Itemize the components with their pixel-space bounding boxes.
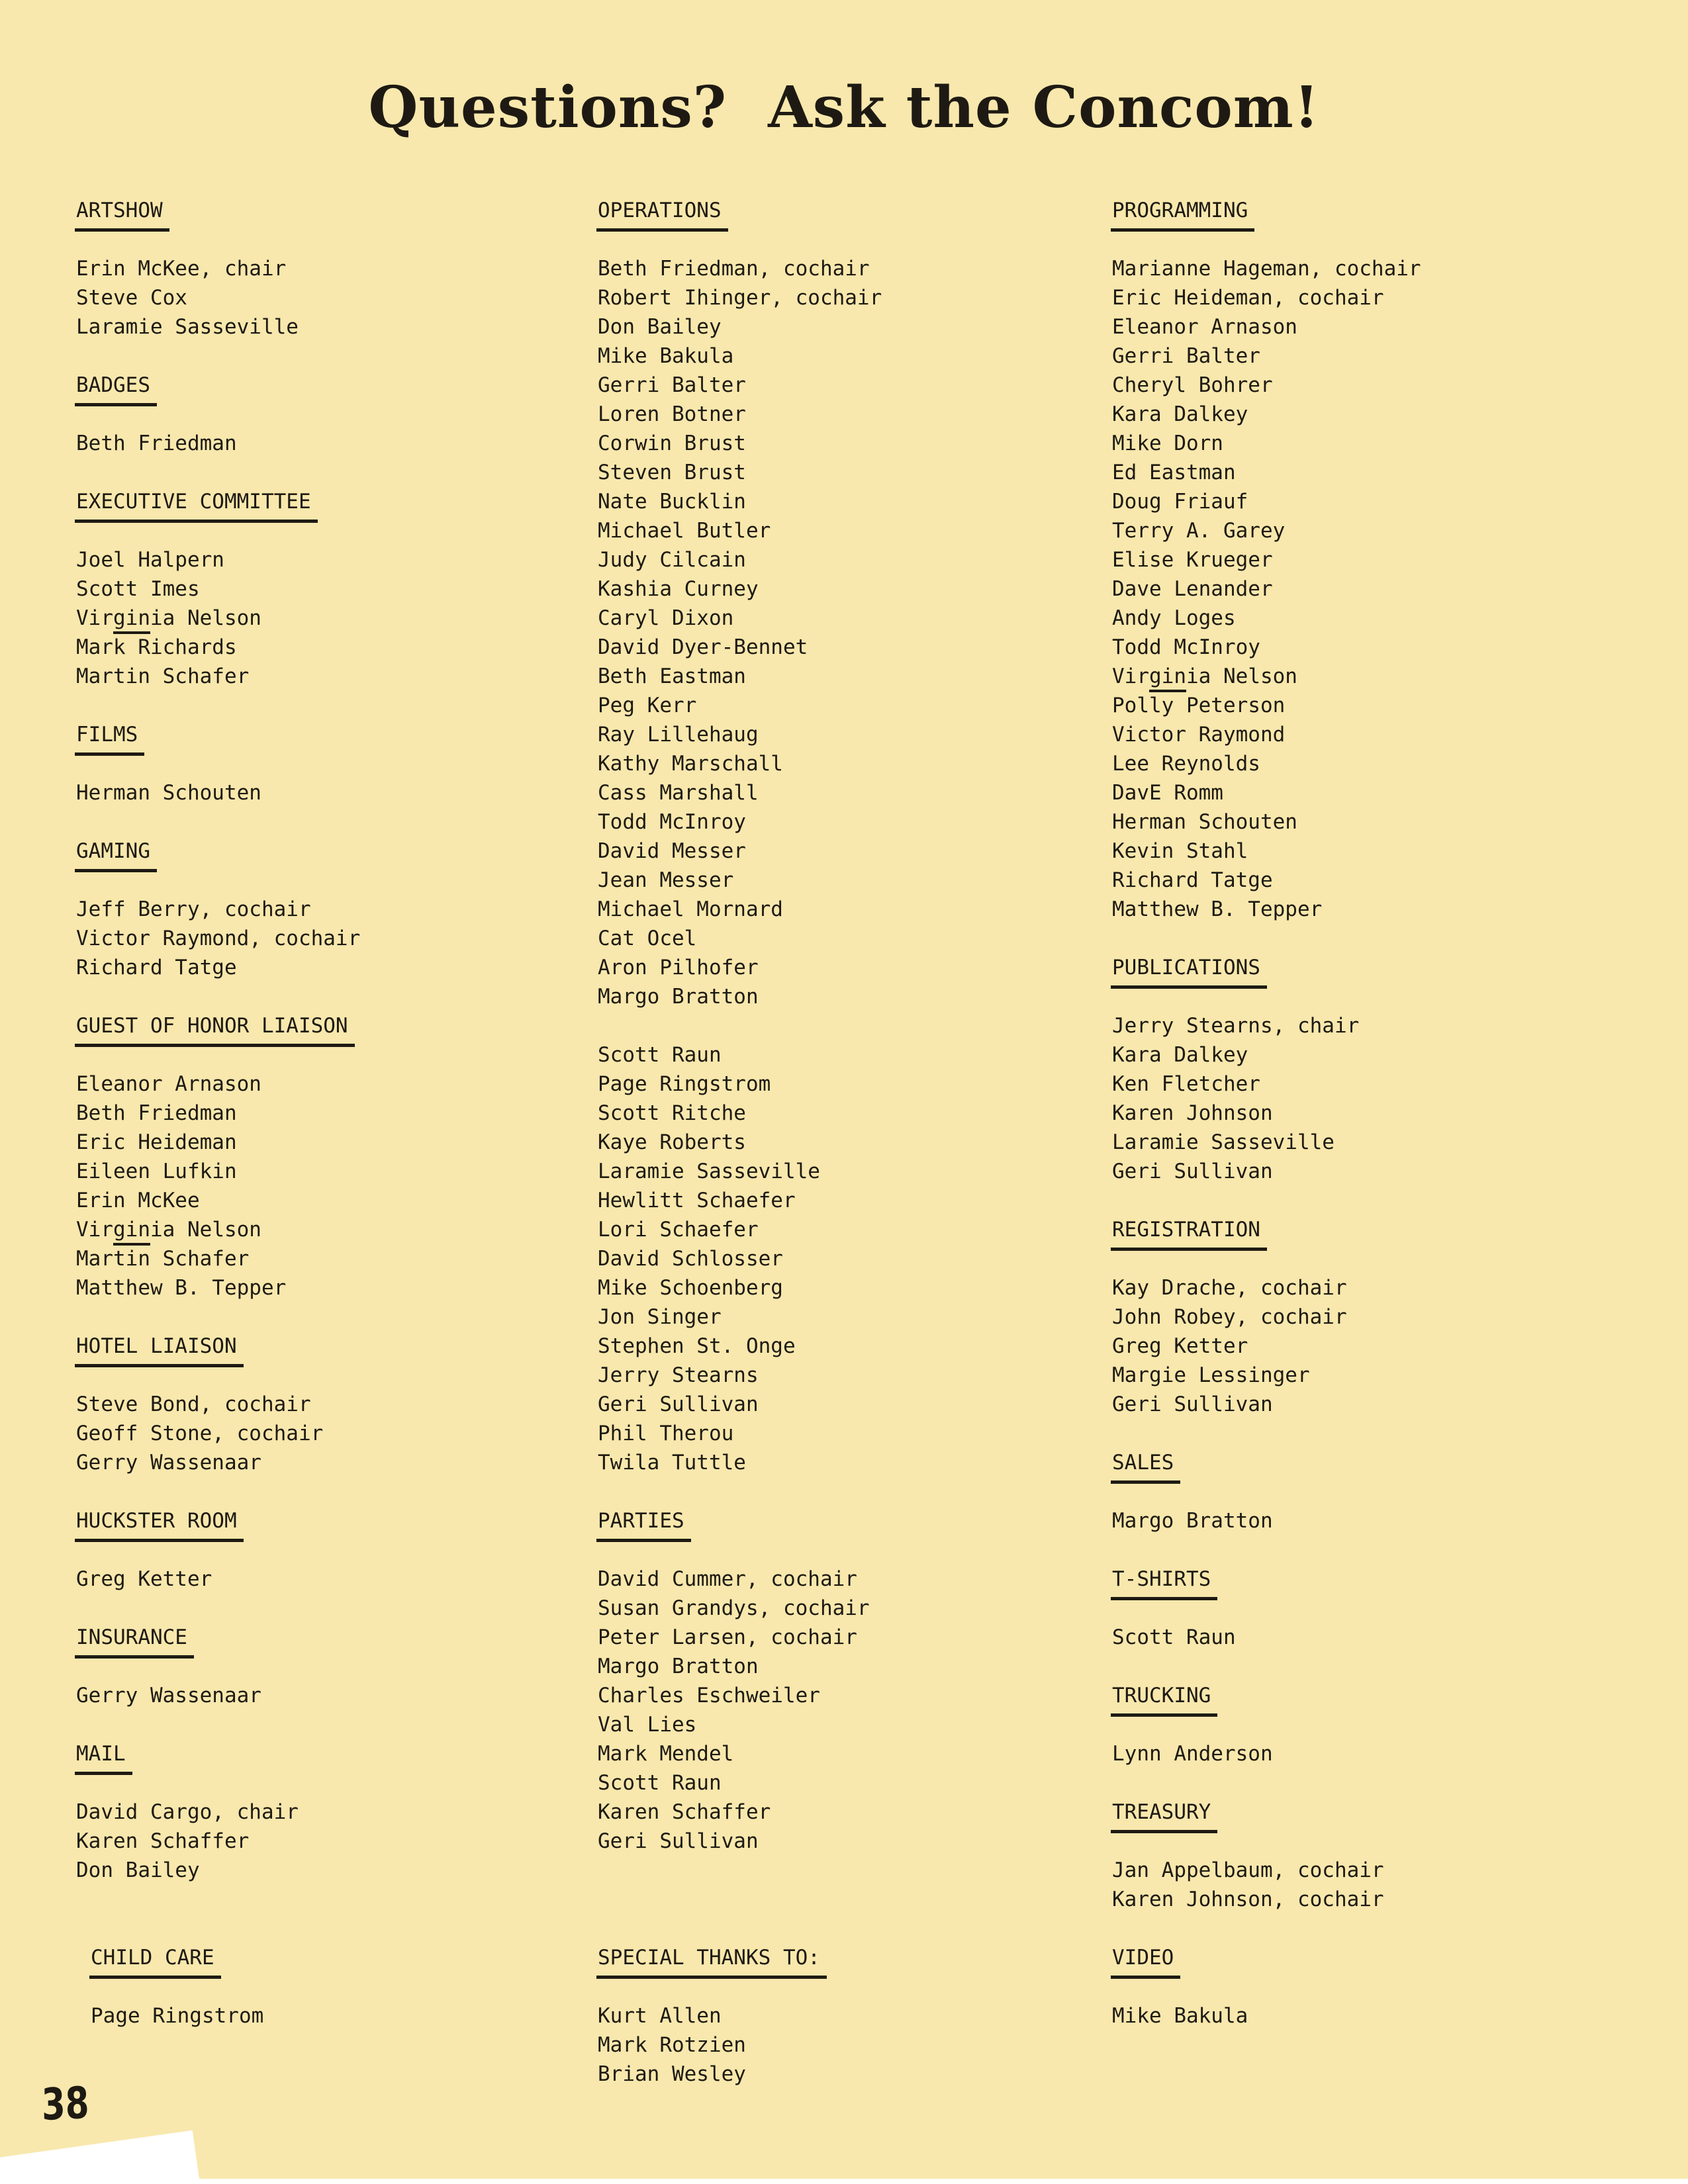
member-name: Kathy Marschall (598, 752, 783, 776)
member-name: Gerri Balter (1112, 344, 1260, 368)
member-name: David Cummer, cochair (598, 1567, 857, 1591)
member-name: DavE Romm (1112, 781, 1223, 805)
blank-line (76, 1768, 592, 1797)
member-name: Karen Johnson (1112, 1101, 1273, 1125)
member-name: Twila Tuttle (598, 1451, 746, 1475)
member-name: Nate Bucklin (598, 490, 746, 514)
member-name: Margo Bratton (1112, 1509, 1273, 1533)
member-name: Mike Dorn (1112, 432, 1223, 455)
member-name: Stephen St. Onge (598, 1334, 796, 1358)
member-name: David Messer (598, 839, 746, 863)
member-name: Geri Sullivan (598, 1392, 759, 1416)
member-name: Doug Friauf (1112, 490, 1248, 514)
blank-line (598, 1856, 1107, 1885)
section-heading-line (1112, 1448, 1655, 1477)
member-name: Karen Schaffer (76, 1829, 250, 1853)
column-middle (598, 196, 1107, 2089)
member-name: Victor Raymond (1112, 723, 1286, 747)
member-name: Don Bailey (76, 1858, 200, 1882)
member-name: Mike Bakula (598, 344, 734, 368)
member-name: Karen Schaffer (598, 1800, 771, 1824)
member-name: Kara Dalkey (1112, 1043, 1248, 1067)
member-name: Mark Mendel (598, 1742, 734, 1766)
member-name: Eric Heideman (76, 1130, 237, 1154)
member-name: Eleanor Arnason (1112, 315, 1297, 339)
member-name: Ed Eastman (1112, 461, 1236, 484)
section-heading-line (598, 1506, 1107, 1535)
blank-line (598, 1914, 1107, 1943)
member-name: Charles Eschweiler (598, 1684, 820, 1707)
member-name: Victor Raymond, cochair (76, 927, 361, 950)
member-name: Scott Raun (1112, 1625, 1236, 1649)
member-name: Scott Raun (598, 1043, 722, 1067)
section-heading-line (76, 1011, 592, 1040)
member-name: Scott Ritche (598, 1101, 746, 1125)
section-heading: PROGRAMMING (1111, 196, 1254, 232)
member-name: Hewlitt Schaefer (598, 1189, 796, 1212)
member-name: Scott Imes (76, 577, 200, 601)
blank-line (1112, 1419, 1655, 1448)
member-name: Mark Richards (76, 635, 237, 659)
blank-line (76, 458, 592, 487)
member-name: Joel Halpern (76, 548, 224, 572)
member-name: Erin McKee (76, 1189, 200, 1212)
member-name: Caryl Dixon (598, 606, 734, 630)
member-name: Geri Sullivan (1112, 1392, 1273, 1416)
member-name: Jon Singer (598, 1305, 722, 1329)
member-name: Virginia Nelson (76, 1215, 592, 1244)
section-heading: BADGES (75, 371, 157, 406)
section-heading-line (76, 1332, 592, 1361)
blank-line (76, 1710, 592, 1739)
section-heading-line (76, 487, 592, 516)
section-heading-line (76, 1623, 592, 1652)
member-name: Cass Marshall (598, 781, 759, 805)
underlined-text-fragment: gin (1149, 664, 1186, 692)
underlined-text-fragment: gin (113, 1218, 150, 1246)
member-name: Lori Schaefer (598, 1218, 759, 1242)
section-heading: T-SHIRTS (1111, 1565, 1217, 1600)
blank-line (1112, 1535, 1655, 1565)
page-number: 38 (40, 2077, 90, 2130)
member-name: Mike Schoenberg (598, 1276, 783, 1300)
scan-paper-edge-corner (0, 2130, 203, 2184)
member-name: Terry A. Garey (1112, 519, 1286, 543)
section-heading: PUBLICATIONS (1111, 953, 1267, 989)
member-name: Virginia Nelson (1112, 662, 1655, 691)
member-name: Andy Loges (1112, 606, 1236, 630)
section-heading-line (1112, 196, 1655, 225)
blank-line (76, 1885, 592, 1914)
blank-line (76, 982, 592, 1011)
member-name: Eileen Lufkin (76, 1160, 237, 1183)
member-name: Steve Bond, cochair (76, 1392, 311, 1416)
member-name: Virginia Nelson (76, 604, 592, 633)
section-heading: CHILD CARE (89, 1943, 221, 1979)
member-name: Dave Lenander (1112, 577, 1273, 601)
member-name: Marianne Hageman, cochair (1112, 257, 1421, 281)
member-name: Gerry Wassenaar (76, 1451, 261, 1475)
section-heading: GAMING (75, 837, 157, 872)
blank-line (598, 1477, 1107, 1506)
section-heading-line (1112, 1943, 1655, 1972)
member-name: Aron Pilhofer (598, 956, 759, 979)
member-name: Kurt Allen (598, 2004, 722, 2028)
member-name: Margo Bratton (598, 985, 759, 1009)
scan-paper-edge-bottom (0, 2179, 1688, 2184)
member-name: Margo Bratton (598, 1655, 759, 1678)
member-name: Gerry Wassenaar (76, 1684, 261, 1707)
member-name: Val Lies (598, 1713, 697, 1737)
section-heading: HOTEL LIAISON (75, 1332, 244, 1367)
section-heading: EXECUTIVE COMMITTEE (75, 487, 318, 523)
section-heading-line (76, 371, 592, 400)
section-heading-line (598, 196, 1107, 225)
section-heading-line (1112, 1215, 1655, 1244)
blank-line (1112, 1914, 1655, 1943)
member-name: John Robey, cochair (1112, 1305, 1347, 1329)
section-heading: GUEST OF HONOR LIAISON (75, 1011, 355, 1047)
member-name: David Schlosser (598, 1247, 783, 1271)
member-name: Polly Peterson (1112, 694, 1286, 717)
member-name: Brian Wesley (598, 2062, 746, 2086)
member-name: Todd McInroy (1112, 635, 1260, 659)
blank-line (1112, 1972, 1655, 2001)
member-name: Loren Botner (598, 402, 746, 426)
member-name: Susan Grandys, cochair (598, 1596, 870, 1620)
member-name: Beth Eastman (598, 664, 746, 688)
member-name: Jerry Stearns (598, 1363, 759, 1387)
member-name: Don Bailey (598, 315, 722, 339)
member-name: Kashia Curney (598, 577, 759, 601)
member-name: Corwin Brust (598, 432, 746, 455)
member-name: Kay Drache, cochair (1112, 1276, 1347, 1300)
section-heading-line (1112, 1565, 1655, 1594)
member-name: Richard Tatge (1112, 868, 1273, 892)
section-heading-line (1112, 1797, 1655, 1827)
member-name: Peg Kerr (598, 694, 697, 717)
member-name: Geri Sullivan (598, 1829, 759, 1853)
blank-line (76, 749, 592, 778)
blank-line (598, 1011, 1107, 1040)
blank-line (76, 691, 592, 720)
member-name: Beth Friedman (76, 1101, 237, 1125)
member-name: Margie Lessinger (1112, 1363, 1310, 1387)
member-name: Mark Rotzien (598, 2033, 746, 2057)
member-name: Eric Heideman, cochair (1112, 286, 1384, 310)
column-left (76, 196, 592, 2030)
blank-line (76, 1302, 592, 1332)
member-name: Jeff Berry, cochair (76, 897, 311, 921)
member-name: Matthew B. Tepper (1112, 897, 1323, 921)
member-name: Mike Bakula (1112, 2004, 1248, 2028)
blank-line (76, 1477, 592, 1506)
member-name: Beth Friedman, cochair (598, 257, 870, 281)
member-name: Geoff Stone, cochair (76, 1422, 324, 1445)
blank-line (1112, 1477, 1655, 1506)
section-heading: MAIL (75, 1739, 132, 1775)
section-heading-line (91, 1943, 592, 1972)
section-heading-line (1112, 953, 1655, 982)
member-name: Martin Schafer (76, 1247, 250, 1271)
member-name: Jean Messer (598, 868, 734, 892)
member-name: Steven Brust (598, 461, 746, 484)
section-heading: SPECIAL THANKS TO: (596, 1943, 827, 1979)
section-heading-line (76, 1506, 592, 1535)
member-name: Laramie Sasseville (598, 1160, 820, 1183)
member-name: Kara Dalkey (1112, 402, 1248, 426)
member-name: Herman Schouten (76, 781, 261, 805)
section-heading-line (598, 1943, 1107, 1972)
section-heading: INSURANCE (75, 1623, 194, 1659)
member-name: Elise Krueger (1112, 548, 1273, 572)
member-name: Cheryl Bohrer (1112, 373, 1273, 397)
blank-line (1112, 924, 1655, 953)
blank-line (76, 807, 592, 837)
member-name: Judy Cilcain (598, 548, 746, 572)
member-name: Herman Schouten (1112, 810, 1297, 834)
blank-line (1112, 1768, 1655, 1797)
underlined-text-fragment: gin (113, 606, 150, 634)
member-name: Laramie Sasseville (76, 315, 299, 339)
member-name: Michael Butler (598, 519, 771, 543)
member-name: David Cargo, chair (76, 1800, 299, 1824)
member-name: Matthew B. Tepper (76, 1276, 287, 1300)
member-name: Kevin Stahl (1112, 839, 1248, 863)
member-name: David Dyer-Bennet (598, 635, 808, 659)
blank-line (1112, 1652, 1655, 1681)
section-heading-line (76, 1739, 592, 1768)
member-name: Todd McInroy (598, 810, 746, 834)
blank-line (76, 1914, 592, 1943)
section-heading: TRUCKING (1111, 1681, 1217, 1717)
section-heading: SALES (1111, 1448, 1180, 1484)
section-heading: HUCKSTER ROOM (75, 1506, 244, 1542)
member-name: Beth Friedman (76, 432, 237, 455)
member-name: Erin McKee, chair (76, 257, 287, 281)
member-name: Greg Ketter (76, 1567, 212, 1591)
member-name: Laramie Sasseville (1112, 1130, 1335, 1154)
member-name: Michael Mornard (598, 897, 783, 921)
blank-line (598, 1885, 1107, 1914)
section-heading: OPERATIONS (596, 196, 728, 232)
blank-line (76, 1594, 592, 1623)
member-name: Steve Cox (76, 286, 187, 310)
member-name: Geri Sullivan (1112, 1160, 1273, 1183)
section-heading-line (76, 196, 592, 225)
member-name: Richard Tatge (76, 956, 237, 979)
member-name: Jan Appelbaum, cochair (1112, 1858, 1384, 1882)
member-name: Gerri Balter (598, 373, 746, 397)
section-heading-line (1112, 1681, 1655, 1710)
member-name: Martin Schafer (76, 664, 250, 688)
member-name: Lee Reynolds (1112, 752, 1260, 776)
section-heading: REGISTRATION (1111, 1215, 1267, 1251)
member-name: Page Ringstrom (91, 2004, 264, 2028)
page-title: Questions? Ask the Concom! (368, 74, 1320, 141)
member-name: Jerry Stearns, chair (1112, 1014, 1360, 1038)
member-name: Phil Therou (598, 1422, 734, 1445)
section-heading: PARTIES (596, 1506, 691, 1542)
member-name: Kaye Roberts (598, 1130, 746, 1154)
member-name: Karen Johnson, cochair (1112, 1888, 1384, 1911)
blank-line (76, 341, 592, 371)
member-name: Ken Fletcher (1112, 1072, 1260, 1096)
section-heading-line (76, 837, 592, 866)
section-heading: ARTSHOW (75, 196, 169, 232)
member-name: Robert Ihinger, cochair (598, 286, 882, 310)
column-right (1112, 196, 1655, 2030)
member-name: Greg Ketter (1112, 1334, 1248, 1358)
section-heading: FILMS (75, 720, 144, 756)
section-heading: VIDEO (1111, 1943, 1180, 1979)
blank-line (1112, 1186, 1655, 1215)
member-name: Cat Ocel (598, 927, 697, 950)
member-name: Eleanor Arnason (76, 1072, 261, 1096)
member-name: Peter Larsen, cochair (598, 1625, 857, 1649)
member-name: Lynn Anderson (1112, 1742, 1273, 1766)
section-heading: TREASURY (1111, 1797, 1217, 1833)
member-name: Ray Lillehaug (598, 723, 759, 747)
section-heading-line (76, 720, 592, 749)
member-name: Scott Raun (598, 1771, 722, 1795)
member-name: Page Ringstrom (598, 1072, 771, 1096)
